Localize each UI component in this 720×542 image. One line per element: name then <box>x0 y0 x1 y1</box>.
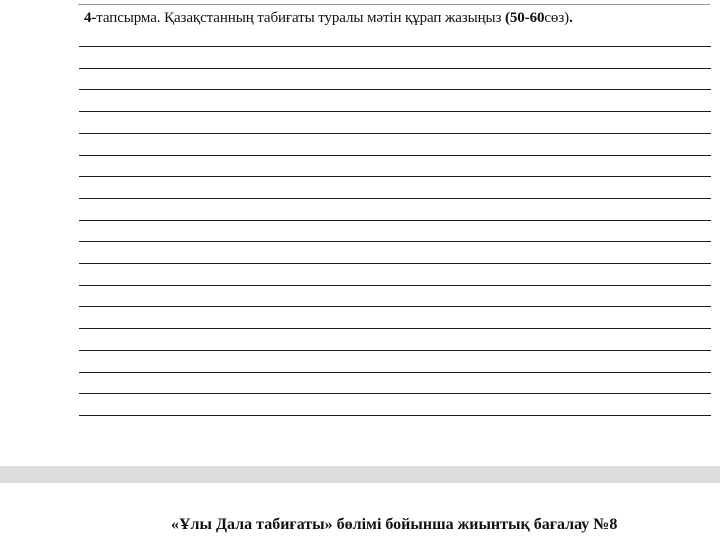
writing-line <box>79 241 711 242</box>
writing-line <box>79 220 711 221</box>
section-title: «Ұлы Дала табиғаты» бөлімі бойынша жиынтық бағалау №8 <box>171 516 618 533</box>
writing-lines-area <box>79 0 711 466</box>
writing-line <box>79 176 711 177</box>
writing-line <box>79 111 711 112</box>
writing-line <box>79 415 711 416</box>
task-end: . <box>569 10 573 26</box>
page-separator <box>0 466 720 483</box>
writing-line <box>79 198 711 199</box>
writing-line <box>79 393 711 394</box>
writing-line <box>79 372 711 373</box>
task-word-count: (50-60 <box>504 10 545 26</box>
writing-line <box>79 155 711 156</box>
next-page <box>0 483 720 542</box>
task-word-unit: сөз) <box>544 10 570 26</box>
writing-line <box>79 46 711 47</box>
writing-line <box>79 133 711 134</box>
writing-line <box>79 350 711 351</box>
writing-line <box>79 328 711 329</box>
writing-line <box>79 263 711 264</box>
writing-line <box>79 285 711 286</box>
writing-line <box>79 306 711 307</box>
writing-line <box>79 68 711 69</box>
task-number: 4- <box>84 10 97 26</box>
writing-line <box>79 89 711 90</box>
task-text: тапсырма. Қазақстанның табиғаты туралы мәтін құрап жазыңыз <box>96 10 505 26</box>
